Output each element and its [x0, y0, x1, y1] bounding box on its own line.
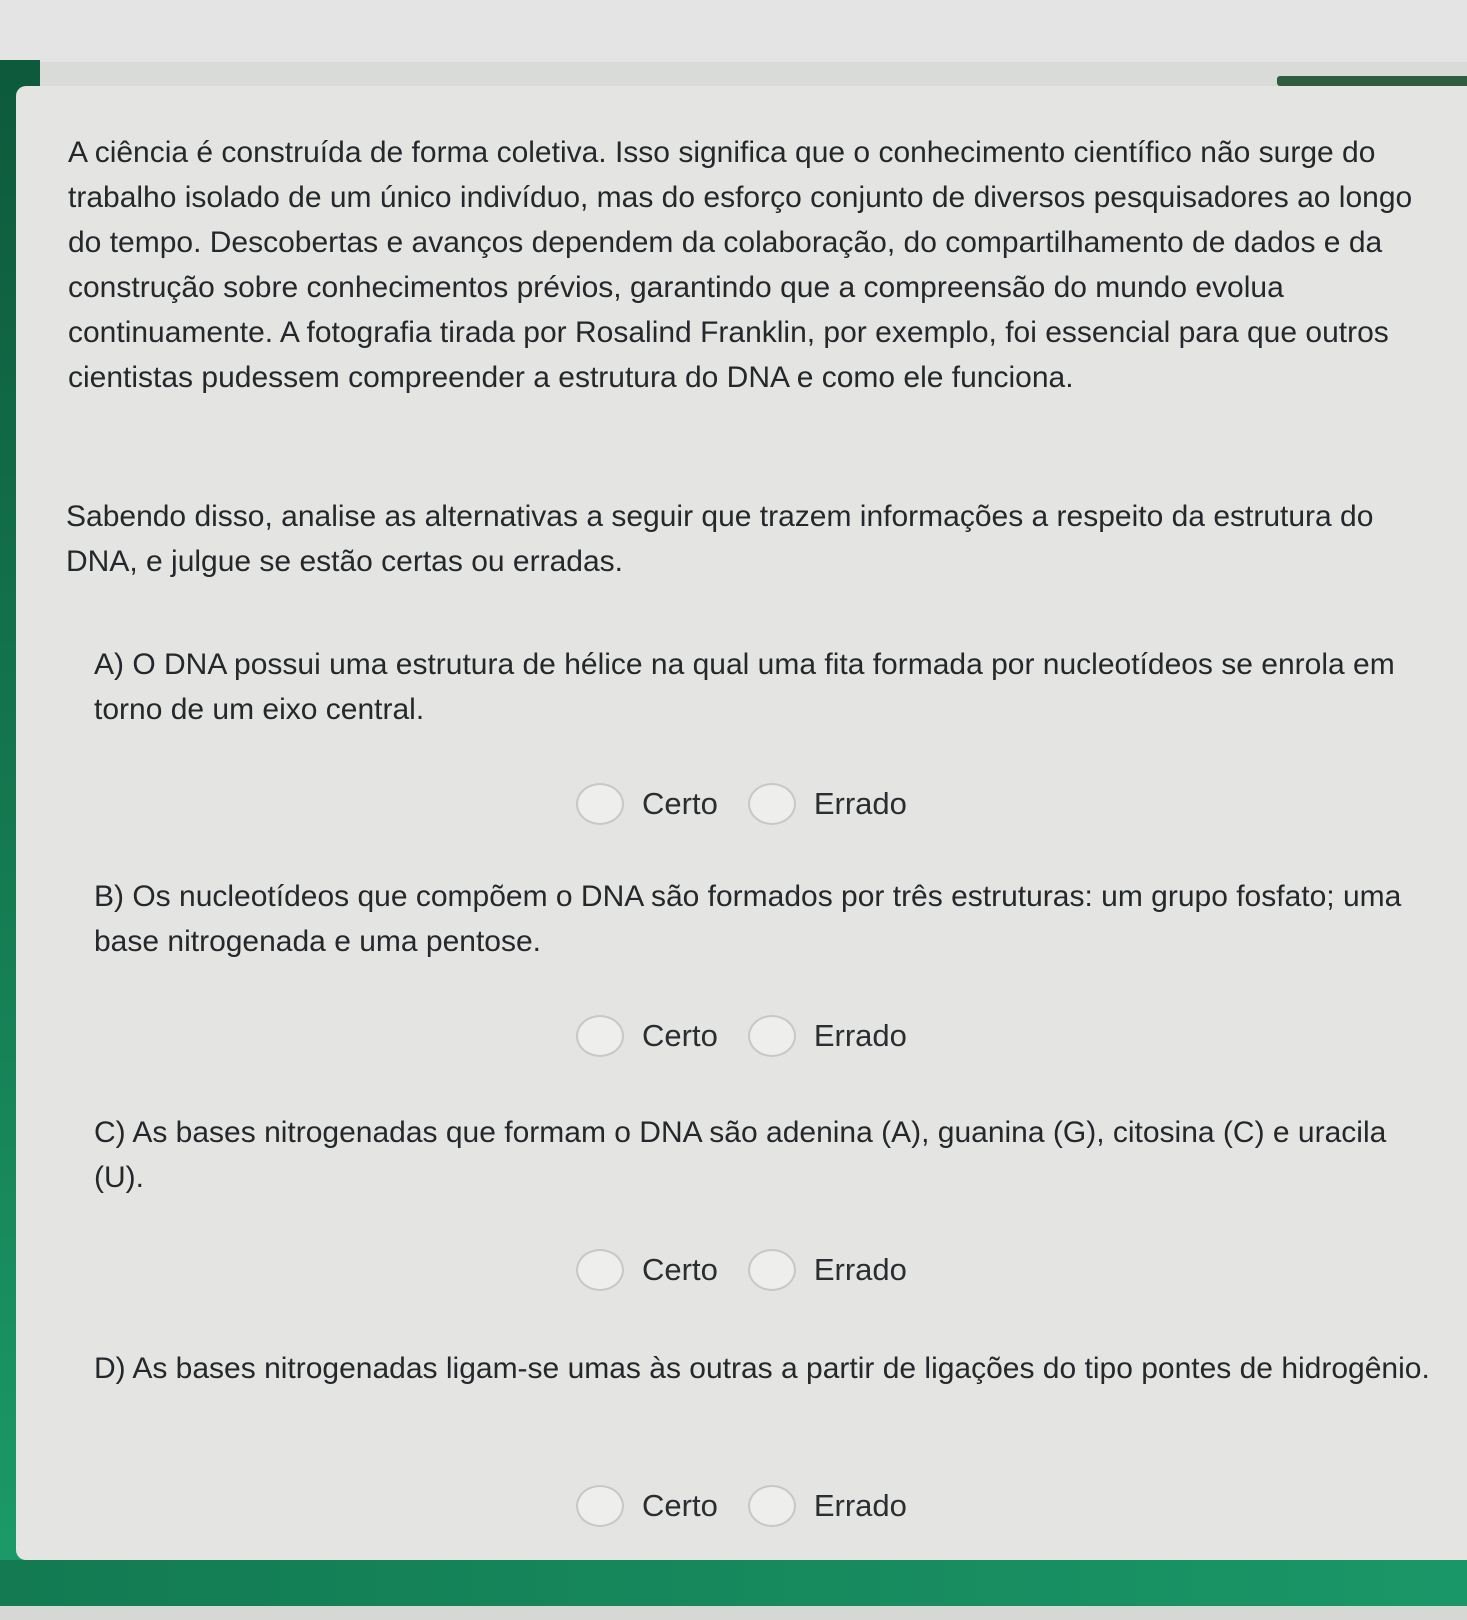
radio-button[interactable]	[748, 1015, 796, 1057]
question-c-options	[576, 1244, 907, 1296]
radio-button[interactable]	[748, 1249, 796, 1291]
question-c-certo-option[interactable]	[576, 1249, 718, 1291]
question-b-errado-option[interactable]	[748, 1015, 907, 1057]
option-label: Errado	[813, 1018, 907, 1053]
question-b-certo-option[interactable]	[576, 1015, 718, 1057]
option-label: Certo	[642, 1252, 718, 1287]
radio-button[interactable]	[576, 783, 624, 825]
question-d-errado-option[interactable]	[748, 1485, 907, 1527]
option-label: Errado	[813, 1252, 907, 1287]
instruction-text: Sabendo disso, analise as alternativas a seguir que trazem informações a respeito da estrutura do DNA, e julgue se estão certas ou erradas.	[66, 500, 1374, 578]
option-label: Certo	[642, 786, 718, 821]
radio-button[interactable]	[576, 1485, 624, 1527]
question-a-certo-option[interactable]	[576, 783, 718, 825]
radio-button[interactable]	[576, 1015, 624, 1057]
option-label: Errado	[813, 786, 907, 821]
radio-button[interactable]	[748, 783, 796, 825]
question-a-errado-option[interactable]	[748, 783, 907, 825]
top-accent-bar	[1277, 76, 1467, 86]
question-card	[16, 86, 1467, 1560]
question-a-text: A) O DNA possui uma estrutura de hélice na qual uma fita formada por nucleotídeos se enrola em torno de um eixo central.	[94, 648, 1395, 726]
question-c-errado-option[interactable]	[748, 1249, 907, 1291]
radio-button[interactable]	[748, 1485, 796, 1527]
question-b-options	[576, 1010, 907, 1062]
option-label: Certo	[642, 1018, 718, 1053]
bottom-stripe	[0, 1606, 1467, 1620]
radio-button[interactable]	[576, 1249, 624, 1291]
question-d-text: D) As bases nitrogenadas ligam-se umas às outras a partir de ligações do tipo pontes de hidrogênio.	[94, 1352, 1430, 1385]
question-c-text: C) As bases nitrogenadas que formam o DNA são adenina (A), guanina (G), citosina (C) e uracila (U).	[94, 1116, 1387, 1194]
option-label: Errado	[813, 1488, 907, 1523]
question-b-text: B) Os nucleotídeos que compõem o DNA são formados por três estruturas: um grupo fosfato; uma base nitrogenada e uma pentose.	[94, 880, 1402, 958]
top-background	[0, 0, 1467, 62]
option-label: Certo	[642, 1488, 718, 1523]
intro-text: A ciência é construída de forma coletiva. Isso significa que o conhecimento científico não surge do trabalho isolado de um único indivíduo, mas do esforço conjunto de diversos pesquisadores ao longo do tempo. Descobertas e avanços dependem da colaboração, do compartilhamento de dados e da construção sobre conhecimentos prévios, garantindo que a compreensão do mundo evolua continuamente. A fotografia tirada por Rosalind Franklin, por exemplo, foi essencial para que outros cientistas pudessem compreender a estrutura do DNA e como ele funciona.	[68, 136, 1413, 394]
bottom-band	[0, 1560, 1467, 1620]
question-a-options	[576, 778, 907, 830]
question-d-certo-option[interactable]	[576, 1485, 718, 1527]
question-d-options	[576, 1480, 907, 1532]
